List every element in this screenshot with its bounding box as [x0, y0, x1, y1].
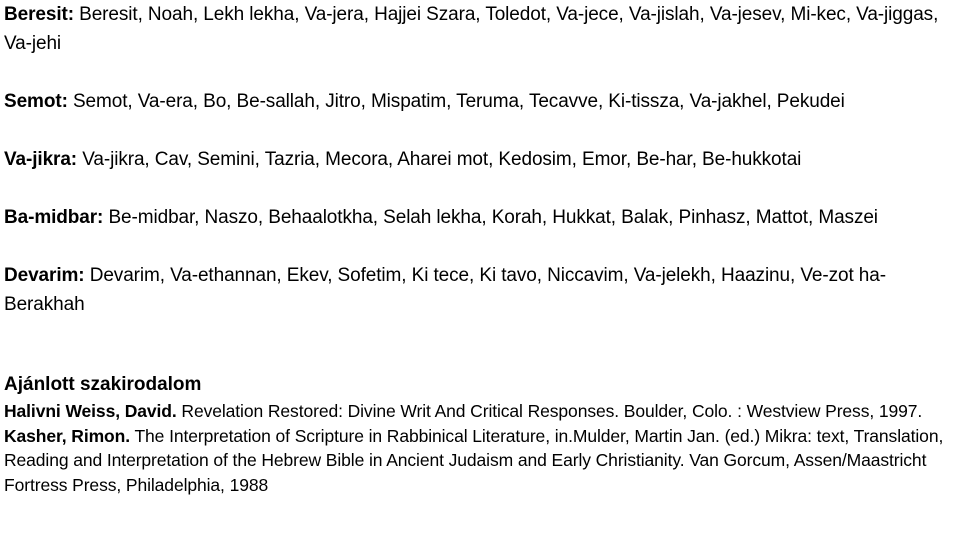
- book-vajikra: [4, 145, 956, 174]
- spacer: [4, 174, 956, 203]
- book-devarim: [4, 261, 956, 319]
- book-portions: Beresit, Noah, Lekh lekha, Va-jera, Hajjei Szara, Toledot, Va-jece, Va-jislah, Va-jesev, Mi-kec, Va-jiggas, Va-jehi: [4, 4, 939, 54]
- spacer: [4, 319, 956, 370]
- reference-entry: [4, 399, 956, 424]
- reference-text: The Interpretation of Scripture in Rabbinical Literature, in.Mulder, Martin Jan. (ed.) Mikra: text, Translation, Reading and Interpretation of the Hebrew Bible in Ancient Judaism and Early Christianity. Van Gorcum, Assen/Maastricht Fortress Press, Philadelphia, 1988: [4, 425, 944, 495]
- recommended-reading-title: Ajánlott szakirodalom: [4, 374, 202, 395]
- spacer: [4, 58, 956, 87]
- book-name: Beresit:: [4, 4, 74, 25]
- book-portions: Devarim, Va-ethannan, Ekev, Sofetim, Ki tece, Ki tavo, Niccavim, Va-jelekh, Haazinu, Ve-zot ha-Berakhah: [4, 265, 886, 315]
- book-portions: Be-midbar, Naszo, Behaalotkha, Selah lekha, Korah, Hukkat, Balak, Pinhasz, Mattot, Maszei: [108, 207, 878, 228]
- reference-author: Halivni Weiss, David.: [4, 401, 177, 421]
- reference-text: Revelation Restored: Divine Writ And Critical Responses. Boulder, Colo. : Westview Press, 1997.: [181, 401, 923, 421]
- book-semot: [4, 87, 956, 116]
- book-name: Va-jikra:: [4, 149, 78, 170]
- spacer: [4, 232, 956, 261]
- book-name: Devarim:: [4, 265, 85, 286]
- book-bamidbar: [4, 203, 956, 232]
- reference-author: Kasher, Rimon.: [4, 425, 130, 446]
- book-portions: Semot, Va-era, Bo, Be-sallah, Jitro, Mispatim, Teruma, Tecavve, Ki-tissza, Va-jakhel, Pekudei: [72, 91, 845, 112]
- document-page: [4, 0, 956, 497]
- book-beresit: [4, 0, 956, 58]
- book-portions: Va-jikra, Cav, Semini, Tazria, Mecora, Aharei mot, Kedosim, Emor, Be-har, Be-hukkotai: [82, 149, 802, 170]
- book-name: Ba-midbar:: [4, 207, 104, 228]
- spacer: [4, 116, 956, 145]
- reference-entry: [4, 424, 956, 498]
- book-name: Semot:: [4, 91, 68, 112]
